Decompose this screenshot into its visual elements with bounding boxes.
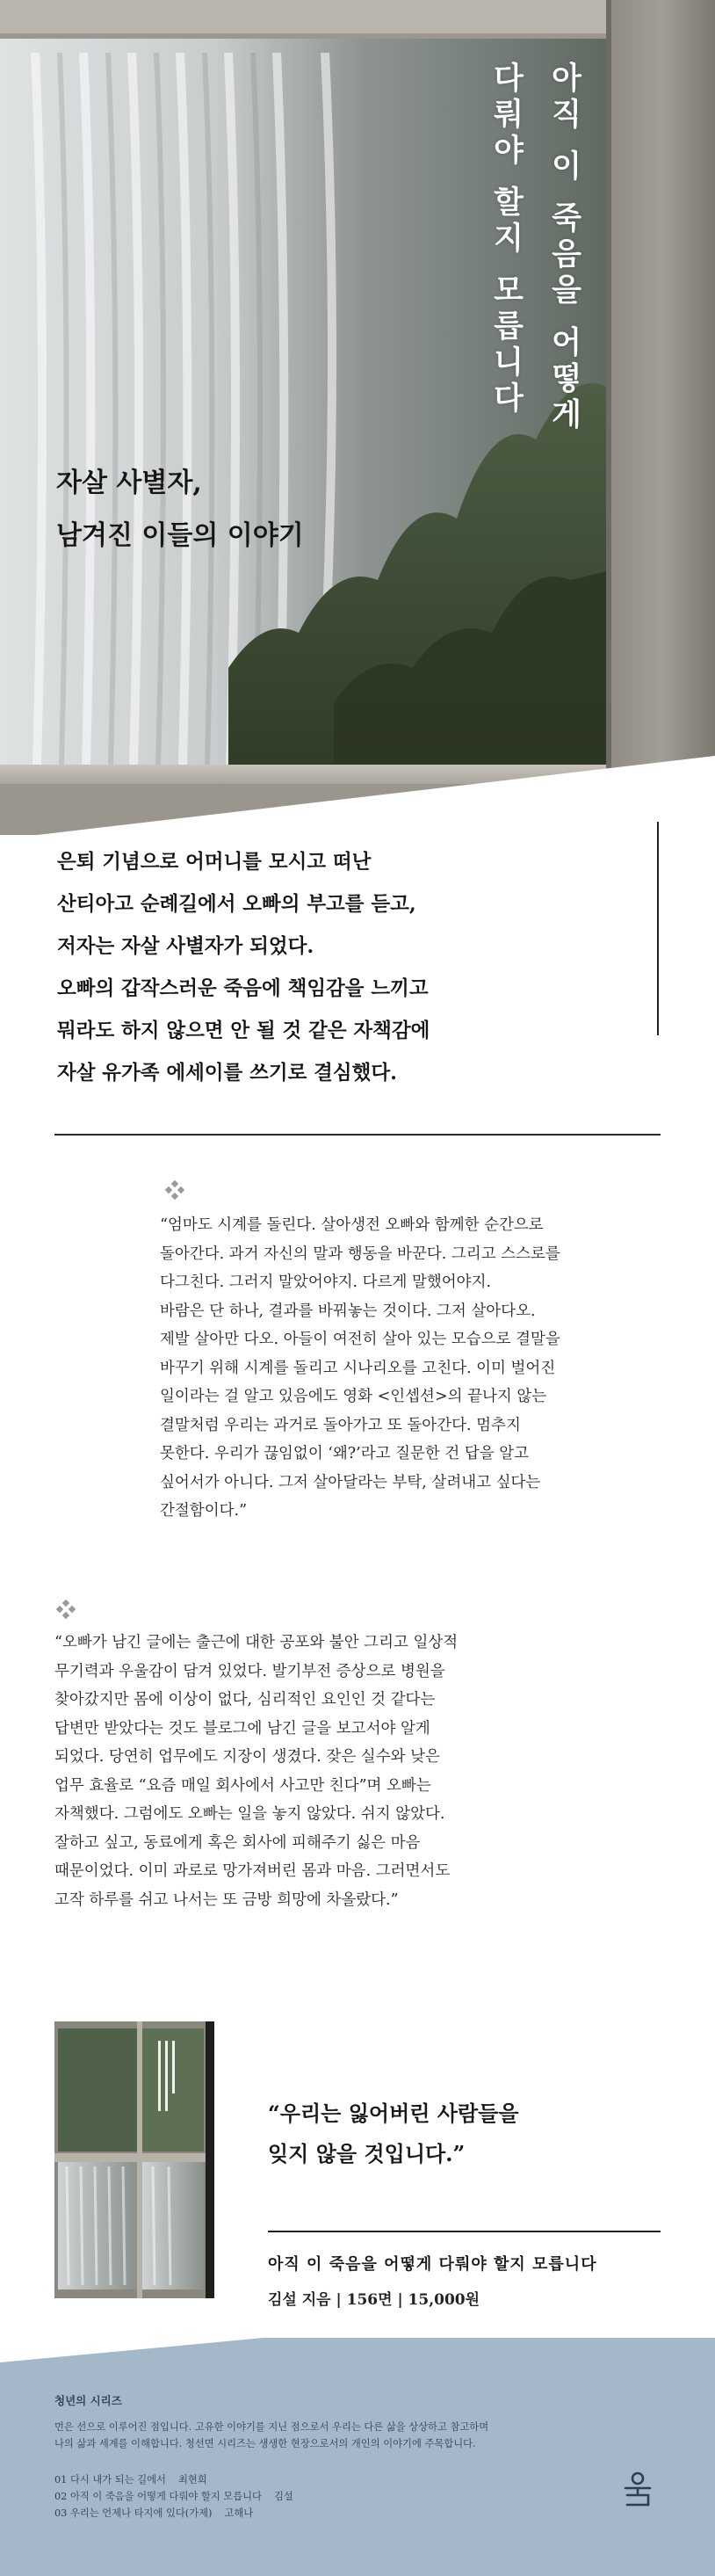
book-cover-image [54,2021,214,2298]
ornament-icon [165,1180,184,1200]
hero-photo-window [0,0,715,835]
quote-line: “엄마도 시계를 돌린다. 살아생전 오빠와 함께한 순간으로 [160,1216,544,1234]
intro-line: 뭐라도 하지 않으면 안 될 것 같은 자책감에 [57,1020,430,1042]
series-description [54,2419,488,2452]
series-list-item [54,2471,293,2488]
quote-line: 바람은 단 하나, 결과를 바꿔놓는 것이다. 그저 살아다오. [160,1302,536,1320]
series-description-line: 먼은 선으로 이루어진 점입니다. 고유한 이야기를 지닌 점으로서 우리는 다른 삶을 상상하고 참고하며 [54,2421,489,2433]
cta-quote-line-1: “우리는 잃어버린 사람들을 [268,2101,519,2126]
cta-quote [268,2093,519,2174]
series-footer [0,2338,715,2576]
series-item-author: 고해나 [224,2507,254,2519]
quote-line: 찾아갔지만 몸에 이상이 없다, 심리적인 요인인 것 같다는 [54,1691,436,1709]
hero-subtitle-line-1: 자살 사별자, [56,468,202,498]
book-title: 아직 이 죽음을 어떻게 다뤄야 할지 모릅니다 [268,2255,597,2274]
quote-block-1 [160,1211,560,1526]
series-list-item [54,2488,293,2505]
intro-line: 은퇴 기념으로 어머니를 모시고 떠난 [57,851,372,874]
quote-line: 바꾸기 위해 시계를 돌리고 시나리오를 고친다. 이미 벌어진 [160,1359,556,1377]
series-item-author: 최현희 [177,2474,207,2485]
series-list-item [54,2505,293,2522]
series-item-title: 01 다시 내가 되는 길에서 [54,2474,166,2485]
quote-line: 잘하고 싶고, 동료에게 혹은 회사에 피해주기 싫은 마음 [54,1833,421,1852]
hero-title-column-2: 다뤄야 할지 모릅니다 [488,62,524,418]
quote-line: 간절함이다.” [160,1502,248,1520]
quote-line: 업무 효율로 “요즘 매일 회사에서 사고만 친다”며 오빠는 [54,1776,431,1795]
hero-title [487,62,583,434]
intro-line: 자살 유가족 에세이를 쓰기로 결심했다. [57,1062,397,1085]
quote-line: 일이라는 걸 알고 있음에도 영화 <인셉션>의 끝나지 않는 [160,1388,547,1405]
quote-line: 무기력과 우울감이 담겨 있었다. 발기부전 증상으로 병원을 [54,1662,445,1680]
series-description-line: 나의 삶과 세계를 이해합니다. 청선면 시리즈는 생생한 현장으로서의 개인의 이야기에 주목합니다. [54,2438,476,2449]
hero-title-column-1: 아직 이 죽음을 어떻게 [546,62,582,434]
quote-line: 제발 살아만 다오. 아들이 여전히 살아 있는 모습으로 결말을 [160,1331,560,1348]
quote-block-2 [54,1629,458,1914]
quote-line: 돌아간다. 과거 자신의 말과 행동을 바꾼다. 그리고 스스로를 [160,1244,560,1263]
diagonal-cut [0,756,715,839]
intro-summary [57,841,663,1094]
series-name: 청년의 시리즈 [54,2394,122,2407]
quote-line: 되었다. 당연히 업무에도 지장이 생겼다. 잦은 실수와 낮은 [54,1748,440,1766]
series-item-title: 03 우리는 언제나 타지에 있다(가제) [54,2507,213,2519]
intro-line: 오빠의 갑작스러운 죽음에 책임감을 느끼고 [57,977,429,1000]
quote-line: “오빠가 남긴 글에는 출근에 대한 공포와 불안 그리고 일상적 [54,1634,459,1651]
quote-line: 때문이었다. 이미 과로로 망가져버린 몸과 마음. 그러면서도 [54,1862,451,1880]
section-divider [54,1134,661,1136]
quote-line: 싶어서가 아니다. 그저 살아달라는 부탁, 살려내고 싶다는 [160,1473,541,1491]
quote-line: 자책했다. 그럼에도 오빠는 일을 놓지 않았다. 쉬지 않았다. [54,1805,445,1823]
ornament-icon [56,1600,76,1619]
quote-line: 답변만 받았다는 것도 블로그에 남긴 글을 보고서야 알게 [54,1719,430,1738]
footer-background [0,2338,715,2576]
intro-line: 저자는 자살 사별자가 되었다. [57,935,314,958]
quote-line: 못한다. 우리가 끊임없이 ‘왜?’라고 질문한 건 답을 알고 [160,1445,530,1462]
quote-line: 결말처럼 우리는 과거로 돌아가고 또 돌아간다. 멈추지 [160,1416,521,1434]
series-list [54,2471,293,2522]
hero-subtitle-line-2: 남겨진 이들의 이야기 [56,520,304,551]
quote-line: 다그친다. 그러지 말았어야지. 다르게 말했어야지. [160,1273,492,1291]
intro-line: 산티아고 순례길에서 오빠의 부고를 듣고, [57,893,416,916]
cta-divider [268,2231,661,2232]
cta-quote-line-2: 잊지 않을 것입니다.” [268,2141,466,2166]
publisher-logo-icon [622,2471,654,2507]
series-item-author: 김설 [273,2491,293,2502]
hero-subtitle [56,457,304,562]
hero-section [0,0,715,835]
series-item-title: 02 아직 이 죽음을 어떻게 다뤄야 할지 모릅니다 [54,2491,262,2502]
book-meta: 김설 지음 | 156면 | 15,000원 [268,2291,480,2309]
quote-line: 고작 하루를 쉬고 나서는 또 금방 희망에 차올랐다.” [54,1890,399,1909]
